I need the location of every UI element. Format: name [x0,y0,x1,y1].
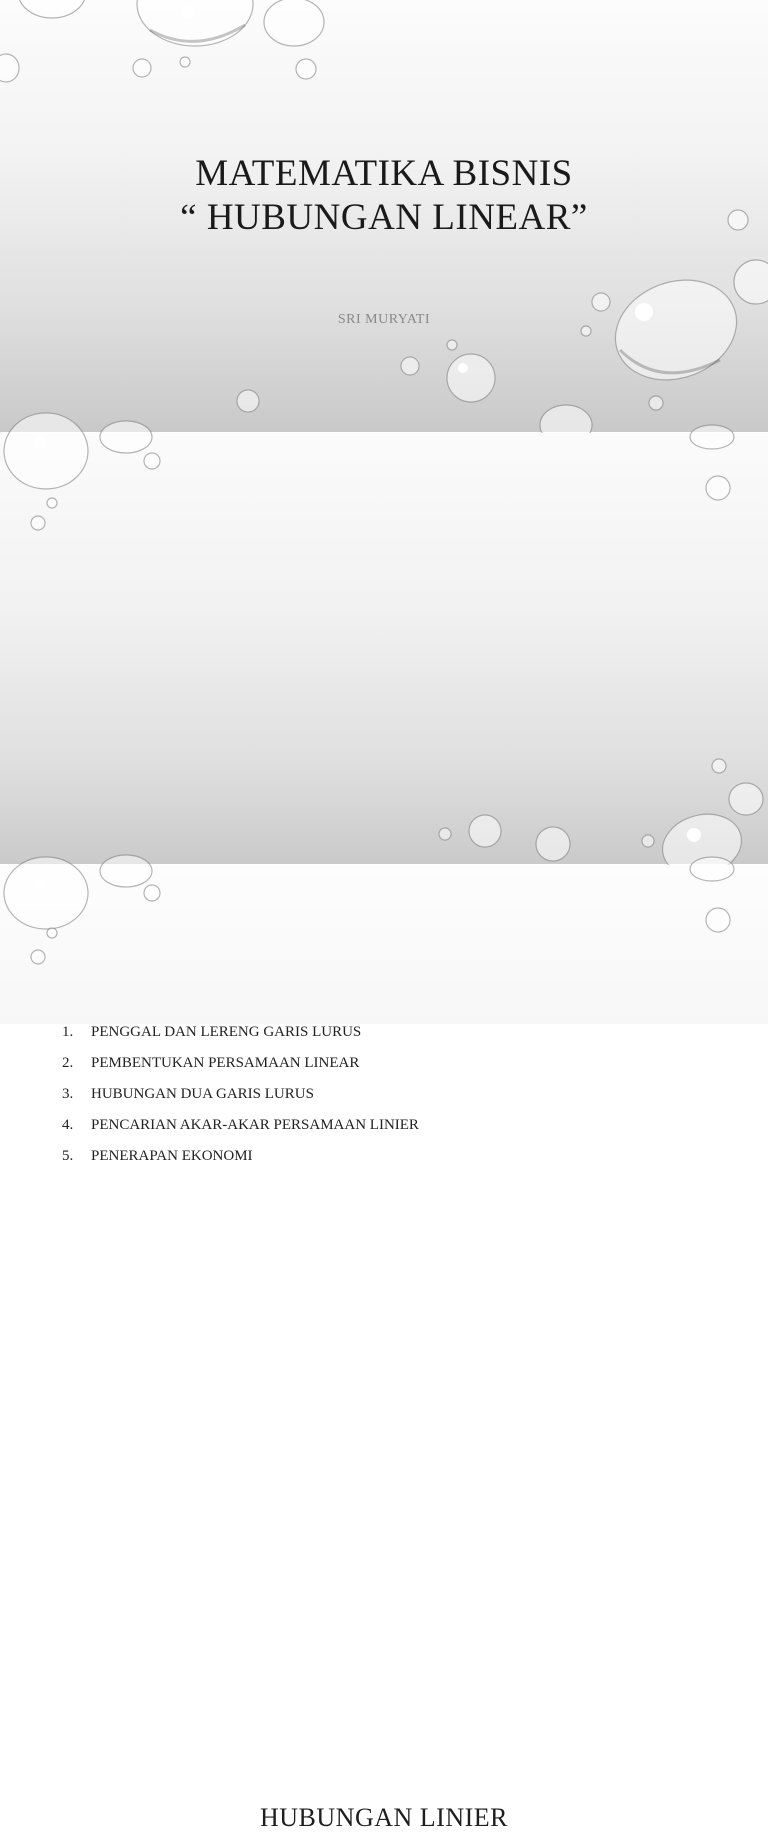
slide-agenda [0,433,768,1164]
title-line-2: “ HUBUNGAN LINEAR” [180,197,588,238]
list-item [62,1145,419,1176]
agenda-list [62,1021,419,1176]
item-number: 1. [62,1024,74,1040]
author-subtitle: SRI MURYATI [337,312,431,327]
item-number: 2. [62,1055,74,1071]
title-line-1: MATEMATIKA BISNIS [195,153,573,194]
item-text: PENERAPAN EKONOMI [91,1148,253,1164]
list-item [62,1114,419,1145]
item-text: PENCARIAN AKAR-AKAR PERSAMAAN LINIER [91,1117,419,1133]
section-heading: HUBUNGAN LINIER [260,1803,508,1832]
slide-title [0,0,768,432]
item-number: 5. [62,1148,74,1164]
water-droplet-decoration [0,865,768,1024]
water-droplet-decoration [0,433,768,864]
list-item [62,1052,419,1083]
item-number: 3. [62,1086,74,1102]
list-item [62,1021,419,1052]
item-text: HUBUNGAN DUA GARIS LURUS [91,1086,314,1102]
slide-title-heading [0,152,768,240]
list-item [62,1083,419,1114]
item-text: PEMBENTUKAN PERSAMAAN LINEAR [91,1055,360,1071]
item-number: 4. [62,1117,74,1133]
item-text: PENGGAL DAN LERENG GARIS LURUS [91,1024,362,1040]
